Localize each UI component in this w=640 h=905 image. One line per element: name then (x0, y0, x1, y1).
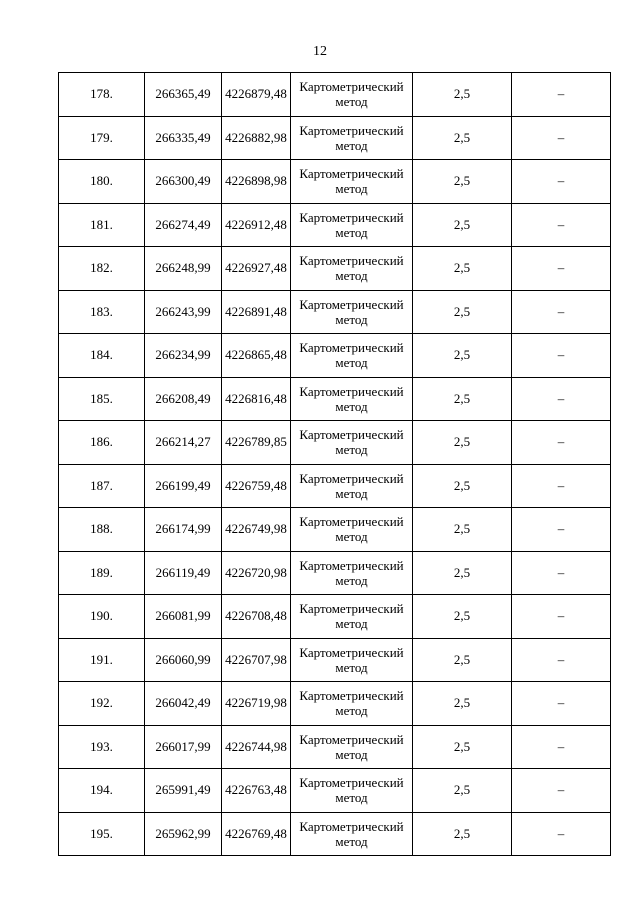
point-number-cell: 189. (59, 551, 145, 595)
accuracy-cell: 2,5 (413, 551, 512, 595)
y-coordinate-cell: 4226912,48 (222, 203, 291, 247)
accuracy-cell: 2,5 (413, 203, 512, 247)
note-cell: – (512, 160, 611, 204)
table-row (59, 595, 611, 639)
point-number-cell: 190. (59, 595, 145, 639)
accuracy-cell: 2,5 (413, 377, 512, 421)
method-cell (291, 116, 413, 160)
table-row (59, 290, 611, 334)
y-coordinate-cell: 4226763,48 (222, 769, 291, 813)
point-number-cell: 195. (59, 812, 145, 856)
x-coordinate-cell: 266234,99 (145, 334, 222, 378)
method-line-1: Картометрический (299, 253, 404, 269)
point-number-cell: 187. (59, 464, 145, 508)
y-coordinate-cell: 4226816,48 (222, 377, 291, 421)
y-coordinate-cell: 4226759,48 (222, 464, 291, 508)
x-coordinate-cell: 266248,99 (145, 247, 222, 291)
method-line-2: метод (335, 181, 368, 197)
table-row (59, 377, 611, 421)
x-coordinate-cell: 266174,99 (145, 508, 222, 552)
page-number: 12 (313, 44, 327, 59)
accuracy-cell: 2,5 (413, 769, 512, 813)
point-number-cell: 179. (59, 116, 145, 160)
coordinates-table (58, 72, 611, 856)
table-row (59, 247, 611, 291)
x-coordinate-cell: 266042,49 (145, 682, 222, 726)
method-cell (291, 334, 413, 378)
accuracy-cell: 2,5 (413, 638, 512, 682)
table-row (59, 508, 611, 552)
x-coordinate-cell: 266365,49 (145, 73, 222, 117)
y-coordinate-cell: 4226898,98 (222, 160, 291, 204)
method-line-1: Картометрический (299, 688, 404, 704)
method-line-2: метод (335, 224, 368, 240)
method-line-2: метод (335, 94, 368, 110)
note-cell: – (512, 73, 611, 117)
y-coordinate-cell: 4226882,98 (222, 116, 291, 160)
y-coordinate-cell: 4226708,48 (222, 595, 291, 639)
x-coordinate-cell: 266274,49 (145, 203, 222, 247)
method-line-1: Картометрический (299, 557, 404, 573)
method-cell (291, 160, 413, 204)
x-coordinate-cell: 266017,99 (145, 725, 222, 769)
method-line-1: Картометрический (299, 427, 404, 443)
accuracy-cell: 2,5 (413, 464, 512, 508)
accuracy-cell: 2,5 (413, 682, 512, 726)
x-coordinate-cell: 266199,49 (145, 464, 222, 508)
method-cell (291, 247, 413, 291)
method-cell (291, 203, 413, 247)
method-cell (291, 725, 413, 769)
accuracy-cell: 2,5 (413, 508, 512, 552)
y-coordinate-cell: 4226744,98 (222, 725, 291, 769)
table-row (59, 682, 611, 726)
method-line-1: Картометрический (299, 166, 404, 182)
method-cell (291, 421, 413, 465)
y-coordinate-cell: 4226769,48 (222, 812, 291, 856)
method-cell (291, 290, 413, 334)
method-line-2: метод (335, 485, 368, 501)
accuracy-cell: 2,5 (413, 290, 512, 334)
y-coordinate-cell: 4226927,48 (222, 247, 291, 291)
method-line-2: метод (335, 833, 368, 849)
method-line-1: Картометрический (299, 340, 404, 356)
method-cell (291, 73, 413, 117)
x-coordinate-cell: 265962,99 (145, 812, 222, 856)
table-row (59, 421, 611, 465)
accuracy-cell: 2,5 (413, 73, 512, 117)
method-line-2: метод (335, 703, 368, 719)
x-coordinate-cell: 266119,49 (145, 551, 222, 595)
point-number-cell: 191. (59, 638, 145, 682)
method-line-1: Картометрический (299, 470, 404, 486)
note-cell: – (512, 812, 611, 856)
method-line-2: метод (335, 398, 368, 414)
table-row (59, 638, 611, 682)
method-cell (291, 812, 413, 856)
point-number-cell: 180. (59, 160, 145, 204)
x-coordinate-cell: 265991,49 (145, 769, 222, 813)
y-coordinate-cell: 4226789,85 (222, 421, 291, 465)
method-line-2: метод (335, 137, 368, 153)
method-cell (291, 377, 413, 421)
method-line-1: Картометрический (299, 514, 404, 530)
method-line-1: Картометрический (299, 731, 404, 747)
table-row (59, 73, 611, 117)
method-line-2: метод (335, 268, 368, 284)
y-coordinate-cell: 4226719,98 (222, 682, 291, 726)
y-coordinate-cell: 4226879,48 (222, 73, 291, 117)
x-coordinate-cell: 266208,49 (145, 377, 222, 421)
method-line-1: Картометрический (299, 775, 404, 791)
method-line-1: Картометрический (299, 296, 404, 312)
point-number-cell: 193. (59, 725, 145, 769)
table-row (59, 551, 611, 595)
x-coordinate-cell: 266214,27 (145, 421, 222, 465)
x-coordinate-cell: 266300,49 (145, 160, 222, 204)
point-number-cell: 192. (59, 682, 145, 726)
point-number-cell: 178. (59, 73, 145, 117)
note-cell: – (512, 725, 611, 769)
method-cell (291, 464, 413, 508)
method-line-2: метод (335, 616, 368, 632)
y-coordinate-cell: 4226749,98 (222, 508, 291, 552)
note-cell: – (512, 595, 611, 639)
note-cell: – (512, 551, 611, 595)
coordinates-table-body (59, 73, 611, 856)
table-row (59, 160, 611, 204)
method-cell (291, 551, 413, 595)
method-cell (291, 595, 413, 639)
x-coordinate-cell: 266335,49 (145, 116, 222, 160)
accuracy-cell: 2,5 (413, 334, 512, 378)
note-cell: – (512, 377, 611, 421)
accuracy-cell: 2,5 (413, 421, 512, 465)
x-coordinate-cell: 266081,99 (145, 595, 222, 639)
method-line-2: метод (335, 442, 368, 458)
table-row (59, 812, 611, 856)
note-cell: – (512, 508, 611, 552)
note-cell: – (512, 682, 611, 726)
note-cell: – (512, 464, 611, 508)
table-row (59, 116, 611, 160)
method-cell (291, 682, 413, 726)
note-cell: – (512, 638, 611, 682)
accuracy-cell: 2,5 (413, 812, 512, 856)
method-cell (291, 508, 413, 552)
method-line-2: метод (335, 659, 368, 675)
point-number-cell: 185. (59, 377, 145, 421)
accuracy-cell: 2,5 (413, 725, 512, 769)
point-number-cell: 182. (59, 247, 145, 291)
accuracy-cell: 2,5 (413, 160, 512, 204)
method-line-1: Картометрический (299, 122, 404, 138)
table-row (59, 334, 611, 378)
accuracy-cell: 2,5 (413, 595, 512, 639)
method-line-1: Картометрический (299, 209, 404, 225)
method-line-2: метод (335, 790, 368, 806)
x-coordinate-cell: 266060,99 (145, 638, 222, 682)
table-row (59, 203, 611, 247)
y-coordinate-cell: 4226865,48 (222, 334, 291, 378)
method-cell (291, 769, 413, 813)
method-line-1: Картометрический (299, 79, 404, 95)
point-number-cell: 184. (59, 334, 145, 378)
note-cell: – (512, 290, 611, 334)
method-line-2: метод (335, 572, 368, 588)
point-number-cell: 183. (59, 290, 145, 334)
method-line-1: Картометрический (299, 601, 404, 617)
y-coordinate-cell: 4226707,98 (222, 638, 291, 682)
point-number-cell: 188. (59, 508, 145, 552)
method-line-2: метод (335, 311, 368, 327)
method-line-2: метод (335, 529, 368, 545)
note-cell: – (512, 334, 611, 378)
table-row (59, 464, 611, 508)
table-row (59, 725, 611, 769)
table-row (59, 769, 611, 813)
method-line-1: Картометрический (299, 644, 404, 660)
method-line-2: метод (335, 746, 368, 762)
method-cell (291, 638, 413, 682)
note-cell: – (512, 116, 611, 160)
note-cell: – (512, 769, 611, 813)
accuracy-cell: 2,5 (413, 247, 512, 291)
method-line-1: Картометрический (299, 383, 404, 399)
method-line-2: метод (335, 355, 368, 371)
accuracy-cell: 2,5 (413, 116, 512, 160)
method-line-1: Картометрический (299, 818, 404, 834)
x-coordinate-cell: 266243,99 (145, 290, 222, 334)
note-cell: – (512, 421, 611, 465)
point-number-cell: 181. (59, 203, 145, 247)
point-number-cell: 186. (59, 421, 145, 465)
y-coordinate-cell: 4226720,98 (222, 551, 291, 595)
note-cell: – (512, 203, 611, 247)
note-cell: – (512, 247, 611, 291)
point-number-cell: 194. (59, 769, 145, 813)
y-coordinate-cell: 4226891,48 (222, 290, 291, 334)
